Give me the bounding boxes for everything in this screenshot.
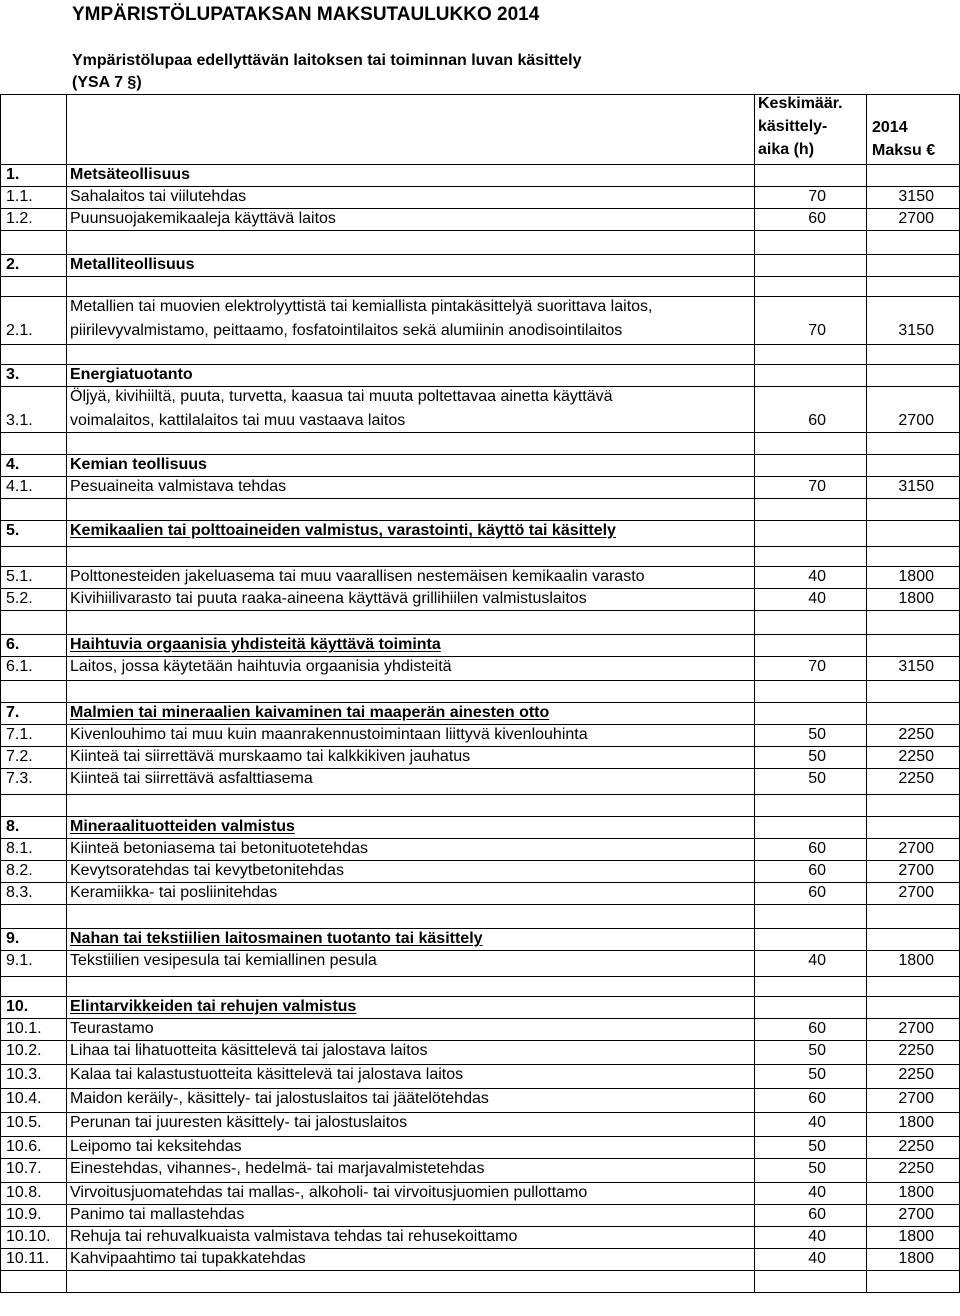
row-description: Puunsuojakemikaaleja käyttävä laitos	[70, 210, 336, 227]
table-row	[0, 1204, 960, 1226]
row-number: 8.	[6, 818, 20, 835]
processing-time: 40	[808, 1114, 826, 1131]
section-row	[0, 702, 960, 724]
row-description: Polttonesteiden jakeluasema tai muu vaarallisen nestemäisen kemikaalin varasto	[70, 568, 645, 585]
processing-time: 50	[808, 1042, 826, 1059]
row-number: 7.	[6, 704, 20, 721]
row-description: Metallien tai muovien elektrolyyttistä tai kemiallista pintakäsittelyä suorittava laitos,	[70, 298, 653, 315]
processing-time: 60	[808, 840, 826, 857]
row-number: 8.3.	[6, 884, 33, 901]
row-number: 6.1.	[6, 658, 33, 675]
row-description: Energiatuotanto	[70, 366, 193, 383]
row-description: Virvoitusjuomatehdas tai mallas-, alkoholi- tai virvoitusjuomien pullottamo	[70, 1184, 588, 1201]
row-number: 5.2.	[6, 590, 33, 607]
table-row	[0, 1182, 960, 1204]
row-description: Laitos, jossa käytetään haihtuvia orgaanisia yhdisteitä	[70, 658, 452, 675]
table-row	[0, 1248, 960, 1270]
table-row	[0, 1226, 960, 1248]
row-description: Leipomo tai keksitehdas	[70, 1138, 242, 1155]
row-description: Sahalaitos tai viilutehdas	[70, 188, 247, 205]
row-description: Tekstiilien vesipesula tai kemiallinen pesula	[70, 952, 377, 969]
row-number: 1.2.	[6, 210, 33, 227]
fee-header-line-2: Maksu €	[872, 142, 936, 159]
row-description: Maidon keräily-, käsittely- tai jalostuslaitos tai jäätelötehdas	[70, 1090, 489, 1107]
table-row	[0, 1040, 960, 1062]
row-number: 1.	[6, 166, 20, 183]
fee-amount: 1800	[898, 1114, 934, 1131]
row-description-line-2: piirilevyvalmistamo, peittaamo, fosfatointilaitos sekä alumiinin anodisointilaitos	[70, 322, 623, 339]
row-number: 10.7.	[6, 1160, 42, 1177]
section-row	[0, 364, 960, 386]
section-row	[0, 520, 960, 542]
row-number: 6.	[6, 636, 20, 653]
fee-amount: 2250	[898, 1160, 934, 1177]
fee-amount: 1800	[898, 1184, 934, 1201]
row-number: 3.	[6, 366, 20, 383]
fee-amount: 2250	[898, 1138, 934, 1155]
table-row	[0, 746, 960, 768]
row-description: Teurastamo	[70, 1020, 154, 1037]
row-description: Kiinteä betoniasema tai betonituotetehdas	[70, 840, 368, 857]
row-description: Kiinteä tai siirrettävä murskaamo tai kalkkikiven jauhatus	[70, 748, 471, 765]
fee-amount: 1800	[898, 1228, 934, 1245]
row-description: Keramiikka- tai posliinitehdas	[70, 884, 278, 901]
table-row	[0, 1018, 960, 1040]
table-row	[0, 860, 960, 882]
table-row	[0, 588, 960, 610]
fee-amount: 3150	[898, 322, 934, 339]
row-description: Kemian teollisuus	[70, 456, 207, 473]
row-number: 10.	[6, 998, 29, 1015]
row-number: 10.4.	[6, 1090, 42, 1107]
row-number: 10.10.	[6, 1228, 51, 1245]
table-row	[0, 476, 960, 498]
table-row	[0, 296, 960, 342]
fee-amount: 1800	[898, 1250, 934, 1267]
fee-amount: 3150	[898, 188, 934, 205]
row-description: Malmien tai mineraalien kaivaminen tai maaperän ainesten otto	[70, 704, 550, 721]
row-description: Mineraalituotteiden valmistus	[70, 818, 295, 835]
row-number: 9.1.	[6, 952, 33, 969]
row-description: Metsäteollisuus	[70, 166, 191, 183]
fee-amount: 2250	[898, 1042, 934, 1059]
row-description: Kevytsoratehdas tai kevytbetonitehdas	[70, 862, 344, 879]
processing-time: 60	[808, 412, 826, 429]
table-row	[0, 950, 960, 972]
section-row	[0, 164, 960, 186]
table-row	[0, 882, 960, 904]
fee-amount: 2700	[898, 840, 934, 857]
fee-amount: 1800	[898, 590, 934, 607]
row-number: 10.8.	[6, 1184, 42, 1201]
row-description: Panimo tai mallastehdas	[70, 1206, 245, 1223]
row-number: 2.	[6, 256, 20, 273]
fee-amount: 1800	[898, 568, 934, 585]
row-number: 10.3.	[6, 1066, 42, 1083]
fee-amount: 2250	[898, 748, 934, 765]
processing-time: 50	[808, 1138, 826, 1155]
row-description: Metalliteollisuus	[70, 256, 195, 273]
table-row	[0, 838, 960, 860]
fee-column-header	[872, 116, 935, 162]
table-row	[0, 186, 960, 208]
section-row	[0, 996, 960, 1018]
row-description: Kivihiilivarasto tai puuta raaka-aineena käyttävä grillihiilen valmistuslaitos	[70, 590, 587, 607]
row-number: 10.11.	[6, 1250, 50, 1267]
processing-time: 50	[808, 770, 826, 787]
table-row	[0, 208, 960, 230]
processing-time: 60	[808, 1090, 826, 1107]
row-number: 8.2.	[6, 862, 33, 879]
row-number: 10.5.	[6, 1114, 42, 1131]
fee-amount: 3150	[898, 658, 934, 675]
row-number: 2.1.	[6, 322, 33, 339]
processing-time: 70	[808, 658, 826, 675]
table-row	[0, 566, 960, 588]
row-description: Kiinteä tai siirrettävä asfalttiasema	[70, 770, 313, 787]
row-number: 5.	[6, 522, 20, 539]
processing-time: 40	[808, 1250, 826, 1267]
processing-time: 40	[808, 590, 826, 607]
row-number: 10.2.	[6, 1042, 42, 1059]
processing-time: 60	[808, 1206, 826, 1223]
row-description: Kalaa tai kalastustuotteita käsittelevä tai jalostava laitos	[70, 1066, 464, 1083]
row-description: Einestehdas, vihannes-, hedelmä- tai marjavalmistetehdas	[70, 1160, 485, 1177]
fee-amount: 2700	[898, 1020, 934, 1037]
fee-amount: 2700	[898, 210, 934, 227]
row-description: Kivenlouhimo tai muu kuin maanrakennustoimintaan liittyvä kivenlouhinta	[70, 726, 588, 743]
processing-time: 60	[808, 884, 826, 901]
fee-amount: 2250	[898, 770, 934, 787]
processing-time: 50	[808, 726, 826, 743]
processing-time: 60	[808, 210, 826, 227]
section-row	[0, 254, 960, 276]
table-row	[0, 386, 960, 432]
row-description-line-2: voimalaitos, kattilalaitos tai muu vastaava laitos	[70, 412, 406, 429]
fee-amount: 2700	[898, 1206, 934, 1223]
processing-time: 60	[808, 862, 826, 879]
fee-amount: 2700	[898, 862, 934, 879]
row-number: 7.1.	[6, 726, 33, 743]
table-row	[0, 1064, 960, 1086]
table-row	[0, 1158, 960, 1180]
row-description: Haihtuvia orgaanisia yhdisteitä käyttävä toiminta	[70, 636, 441, 653]
fee-amount: 2250	[898, 1066, 934, 1083]
table-row	[0, 768, 960, 790]
row-number: 10.6.	[6, 1138, 42, 1155]
processing-time: 40	[808, 1228, 826, 1245]
row-number: 4.1.	[6, 478, 33, 495]
row-number: 7.3.	[6, 770, 33, 787]
row-description: Rehuja tai rehuvalkuaista valmistava tehdas tai rehusekoittamo	[70, 1228, 518, 1245]
processing-time: 50	[808, 1160, 826, 1177]
processing-time: 70	[808, 188, 826, 205]
row-number: 9.	[6, 930, 20, 947]
subtitle-line-1: Ympäristölupaa edellyttävän laitoksen tai toiminnan luvan käsittely	[72, 52, 582, 69]
processing-time: 50	[808, 748, 826, 765]
processing-time: 60	[808, 1020, 826, 1037]
section-row	[0, 816, 960, 838]
row-number: 7.2.	[6, 748, 33, 765]
row-number: 5.1.	[6, 568, 33, 585]
row-description: Lihaa tai lihatuotteita käsittelevä tai jalostava laitos	[70, 1042, 428, 1059]
section-row	[0, 454, 960, 476]
row-description: Öljyä, kivihiiltä, puuta, turvetta, kaasua tai muuta poltettavaa ainetta käyttävä	[70, 388, 613, 405]
section-row	[0, 634, 960, 656]
fee-amount: 1800	[898, 952, 934, 969]
time-column-header	[758, 92, 843, 161]
row-number: 10.1.	[6, 1020, 42, 1037]
row-description: Perunan tai juuresten käsittely- tai jalostuslaitos	[70, 1114, 408, 1131]
processing-time: 50	[808, 1066, 826, 1083]
subtitle-line-2: (YSA 7 §)	[72, 74, 142, 91]
row-number: 10.9.	[6, 1206, 42, 1223]
processing-time: 40	[808, 952, 826, 969]
table-row	[0, 1088, 960, 1110]
section-row	[0, 928, 960, 950]
row-description: Kemikaalien tai polttoaineiden valmistus, varastointi, käyttö tai käsittely	[70, 522, 616, 539]
table-row	[0, 724, 960, 746]
row-description: Pesuaineita valmistava tehdas	[70, 478, 287, 495]
table-row	[0, 656, 960, 678]
row-number: 1.1.	[6, 188, 33, 205]
time-header-line-1: Keskimäär.	[758, 95, 843, 112]
processing-time: 40	[808, 1184, 826, 1201]
processing-time: 40	[808, 568, 826, 585]
fee-header-line-1: 2014	[872, 119, 908, 136]
row-description: Kahvipaahtimo tai tupakkatehdas	[70, 1250, 306, 1267]
time-header-line-2: käsittely-	[758, 118, 828, 135]
table-row	[0, 1112, 960, 1134]
fee-amount: 3150	[898, 478, 934, 495]
row-description: Elintarvikkeiden tai rehujen valmistus	[70, 998, 357, 1015]
fee-amount: 2700	[898, 884, 934, 901]
row-description: Nahan tai tekstiilien laitosmainen tuotanto tai käsittely	[70, 930, 483, 947]
fee-amount: 2700	[898, 412, 934, 429]
fee-amount: 2250	[898, 726, 934, 743]
document-title: YMPÄRISTÖLUPATAKSAN MAKSUTAULUKKO 2014	[72, 4, 540, 25]
time-header-line-3: aika (h)	[758, 141, 815, 158]
row-number: 3.1.	[6, 412, 33, 429]
row-number: 8.1.	[6, 840, 33, 857]
fee-amount: 2700	[898, 1090, 934, 1107]
row-number: 4.	[6, 456, 20, 473]
table-row	[0, 1136, 960, 1158]
processing-time: 70	[808, 322, 826, 339]
processing-time: 70	[808, 478, 826, 495]
